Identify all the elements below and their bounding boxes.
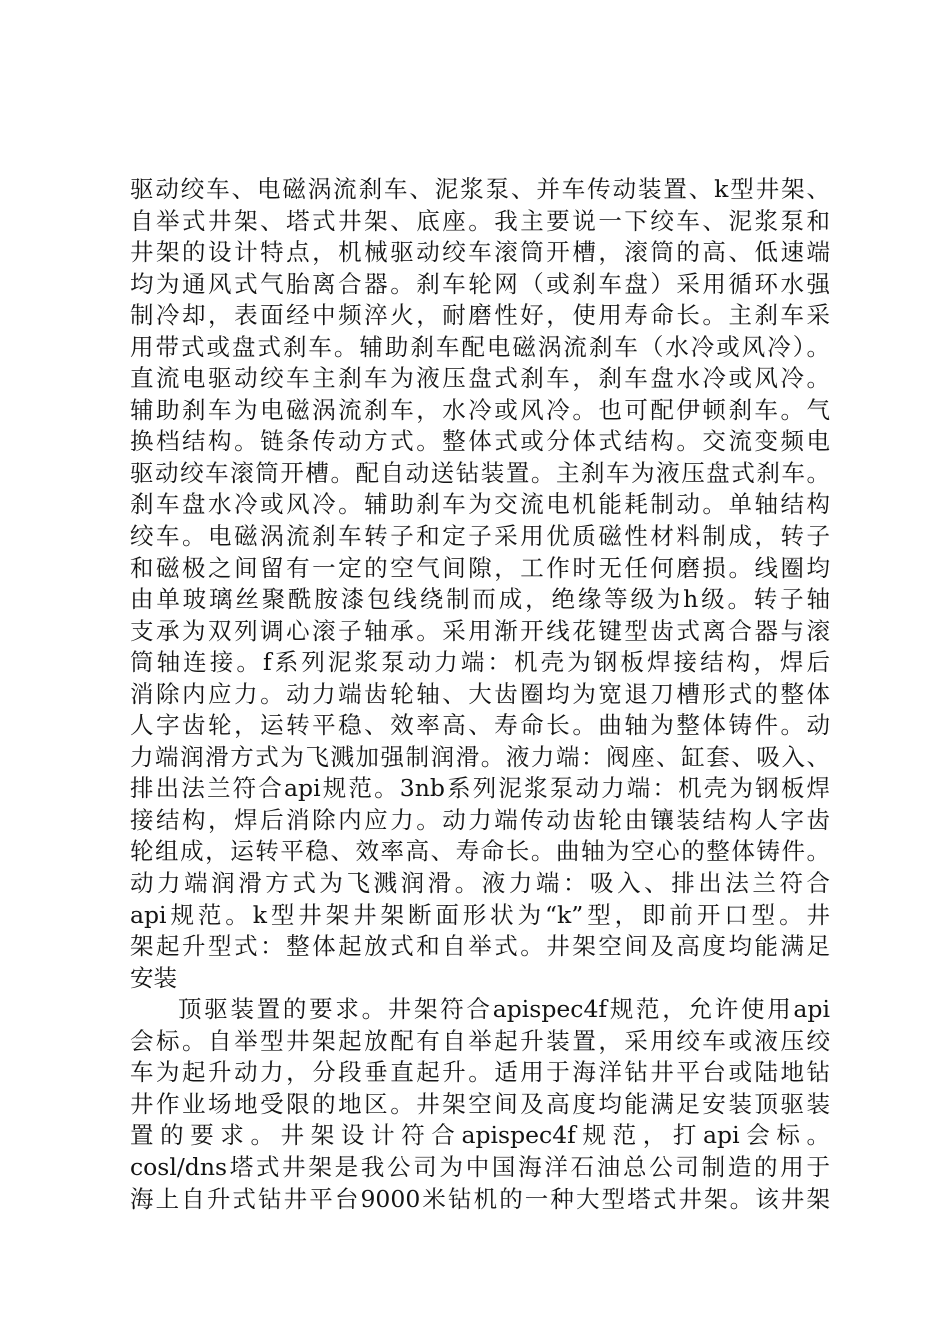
text-line: 会标。自举型井架起放配有自举起升装置，采用绞车或液压绞 <box>130 1026 830 1055</box>
text-line: cosl/dns塔式井架是我公司为中国海洋石油总公司制造的用于 <box>130 1152 830 1181</box>
text-line: 驱动绞车、电磁涡流刹车、泥浆泵、并车传动装置、k型井架、 <box>130 175 830 203</box>
text-line: 均为通风式气胎离合器。刹车轮网（或刹车盘）采用循环水强 <box>130 269 830 298</box>
text-line: 接结构，焊后消除内应力。动力端传动齿轮由镶装结构人字齿 <box>130 805 830 834</box>
text-line: 刹车盘水冷或风冷。辅助刹车为交流电机能耗制动。单轴结构 <box>130 490 830 519</box>
text-line: 换档结构。链条传动方式。整体式或分体式结构。交流变频电 <box>130 427 830 456</box>
text-line: 支承为双列调心滚子轴承。采用渐开线花键型齿式离合器与滚 <box>130 616 830 645</box>
text-line: 自举式井架、塔式井架、底座。我主要说一下绞车、泥浆泵和 <box>130 206 830 235</box>
text-line: 绞车。电磁涡流刹车转子和定子采用优质磁性材料制成，转子 <box>130 522 830 551</box>
text-line: 安装 <box>130 963 177 992</box>
text-line: 力端润滑方式为飞溅加强制润滑。液力端：阀座、缸套、吸入、 <box>130 742 830 771</box>
text-line: 车为起升动力，分段垂直起升。适用于海洋钻井平台或陆地钻 <box>130 1058 830 1087</box>
text-line: 直流电驱动绞车主刹车为液压盘式刹车，刹车盘水冷或风冷。 <box>130 364 830 393</box>
text-line: api规范。k型井架井架断面形状为“k”型，即前开口型。井 <box>130 900 830 929</box>
text-line: 人字齿轮，运转平稳、效率高、寿命长。曲轴为整体铸件。动 <box>130 711 830 740</box>
text-line: 井架的设计特点，机械驱动绞车滚筒开槽，滚筒的高、低速端 <box>130 238 830 267</box>
text-line: 顶驱装置的要求。井架符合apispec4f规范，允许使用api <box>178 995 830 1024</box>
text-line: 井作业场地受限的地区。井架空间及高度均能满足安装顶驱装 <box>130 1089 830 1118</box>
text-line: 置的要求。井架设计符合apispec4f规范，打api会标。 <box>130 1121 830 1150</box>
paragraph <box>130 174 830 994</box>
text-line: 制冷却，表面经中频淬火，耐磨性好，使用寿命长。主刹车采 <box>130 301 830 330</box>
text-line: 筒轴连接。f系列泥浆泵动力端：机壳为钢板焊接结构，焊后 <box>130 648 830 677</box>
text-line: 海上自升式钻井平台9000米钻机的一种大型塔式井架。该井架 <box>130 1184 830 1213</box>
body-text <box>130 174 830 1215</box>
text-line: 用带式或盘式刹车。辅助刹车配电磁涡流刹车（水冷或风冷）。 <box>130 332 830 361</box>
text-line: 和磁极之间留有一定的空气间隙，工作时无任何磨损。线圈均 <box>130 553 830 582</box>
text-line: 架起升型式：整体起放式和自举式。井架空间及高度均能满足 <box>130 932 830 961</box>
text-line: 排出法兰符合api规范。3nb系列泥浆泵动力端：机壳为钢板焊 <box>130 774 830 803</box>
text-line: 驱动绞车滚筒开槽。配自动送钻装置。主刹车为液压盘式刹车。 <box>130 458 830 487</box>
text-line: 动力端润滑方式为飞溅润滑。液力端：吸入、排出法兰符合 <box>130 869 830 898</box>
text-line: 由单玻璃丝聚酰胺漆包线绕制而成，绝缘等级为h级。转子轴 <box>130 585 830 614</box>
text-line: 轮组成，运转平稳、效率高、寿命长。曲轴为空心的整体铸件。 <box>130 837 830 866</box>
text-line: 辅助刹车为电磁涡流刹车，水冷或风冷。也可配伊顿刹车。气 <box>130 395 830 424</box>
text-line: 消除内应力。动力端齿轮轴、大齿圈均为宽退刀槽形式的整体 <box>130 679 830 708</box>
paragraph <box>130 994 830 1215</box>
